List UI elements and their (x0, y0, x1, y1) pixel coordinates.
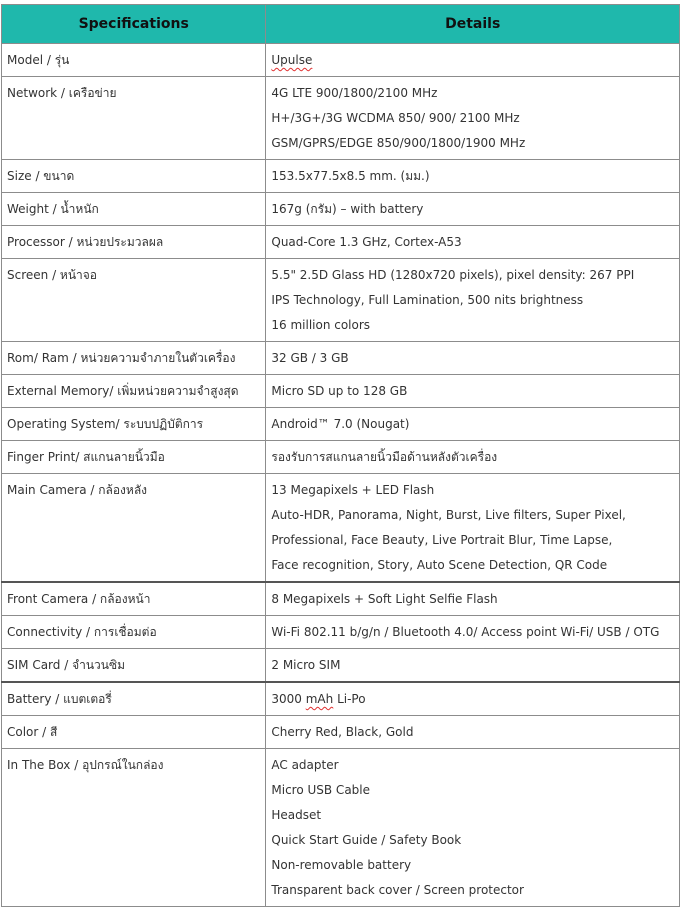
spec-label: Front Camera / กล้องหน้า (7, 592, 151, 606)
detail-line: 16 million colors (271, 318, 371, 332)
specifications-table (1, 4, 680, 907)
spec-label-cell (2, 193, 266, 226)
spec-detail-cell (266, 408, 680, 441)
spec-detail-cell (266, 342, 680, 375)
spec-label-cell (2, 226, 266, 259)
table-row (2, 408, 680, 441)
spec-label: Operating System/ ระบบปฏิบัติการ (7, 417, 204, 431)
spec-label-cell (2, 474, 266, 583)
detail-line: Face recognition, Story, Auto Scene Detection, QR Code (271, 558, 608, 572)
spec-label: Screen / หน้าจอ (7, 268, 98, 282)
spec-label-cell (2, 342, 266, 375)
spec-label: Size / ขนาด (7, 169, 75, 183)
table-row (2, 441, 680, 474)
spec-label: Model / รุ่น (7, 53, 70, 67)
detail-line: GSM/GPRS/EDGE 850/900/1800/1900 MHz (271, 136, 526, 150)
spec-label-cell (2, 749, 266, 907)
detail-line: 2 Micro SIM (271, 658, 341, 672)
spec-detail-cell (266, 375, 680, 408)
spec-detail-cell (266, 749, 680, 907)
spec-label-cell (2, 408, 266, 441)
detail-line (271, 48, 674, 73)
table-row (2, 160, 680, 193)
spec-detail-cell (266, 582, 680, 616)
detail-line: 32 GB / 3 GB (271, 351, 349, 365)
spec-label: Rom/ Ram / หน่วยความจำภายในตัวเครื่อง (7, 351, 236, 365)
spec-label: Network / เครือข่าย (7, 86, 117, 100)
spec-label: Processor / หน่วยประมวลผล (7, 235, 164, 249)
spec-label-cell (2, 649, 266, 683)
spec-label-cell (2, 716, 266, 749)
spec-label: Weight / น้ำหนัก (7, 202, 99, 216)
detail-text: Upulse (271, 53, 313, 67)
spec-label-cell (2, 616, 266, 649)
table-header-row (2, 5, 680, 44)
detail-line: Micro USB Cable (271, 783, 370, 797)
spec-label-cell (2, 582, 266, 616)
table-body (2, 44, 680, 907)
table-row (2, 375, 680, 408)
table-row (2, 749, 680, 907)
spec-label-cell (2, 44, 266, 77)
detail-line: Android™ 7.0 (Nougat) (271, 417, 410, 431)
spec-label: Color / สี (7, 725, 58, 739)
detail-line: IPS Technology, Full Lamination, 500 nits brightness (271, 293, 584, 307)
detail-line: 4G LTE 900/1800/2100 MHz (271, 86, 438, 100)
table-row (2, 226, 680, 259)
spec-label: SIM Card / จำนวนซิม (7, 658, 126, 672)
header-details: Details (266, 5, 680, 44)
spec-label: Battery / แบตเตอรี่ (7, 692, 112, 706)
detail-line: รองรับการสแกนลายนิ้วมือด้านหลังตัวเครื่อง (271, 450, 498, 464)
spec-detail-cell (266, 682, 680, 716)
spec-detail-cell (266, 193, 680, 226)
spec-label-cell (2, 375, 266, 408)
detail-line: Quick Start Guide / Safety Book (271, 833, 462, 847)
detail-line: Professional, Face Beauty, Live Portrait Blur, Time Lapse, (271, 533, 613, 547)
table-row (2, 193, 680, 226)
spec-label-cell (2, 259, 266, 342)
spec-detail-cell (266, 649, 680, 683)
spec-label: Main Camera / กล้องหลัง (7, 483, 148, 497)
spec-label: Finger Print/ สแกนลายนิ้วมือ (7, 450, 165, 464)
table-row (2, 77, 680, 160)
spec-label-cell (2, 160, 266, 193)
detail-line: 3000 mAh Li-Po (271, 692, 366, 706)
table-row (2, 616, 680, 649)
spec-detail-cell (266, 474, 680, 583)
spec-detail-cell (266, 616, 680, 649)
spec-label: Connectivity / การเชื่อมต่อ (7, 625, 157, 639)
detail-line: Non-removable battery (271, 858, 412, 872)
spec-label: In The Box / อุปกรณ์ในกล่อง (7, 758, 164, 772)
table-row (2, 474, 680, 583)
spec-detail-cell (266, 716, 680, 749)
detail-line: 153.5x77.5x8.5 mm. (มม.) (271, 169, 430, 183)
spec-detail-cell (266, 226, 680, 259)
table-row (2, 649, 680, 683)
detail-line: H+/3G+/3G WCDMA 850/ 900/ 2100 MHz (271, 111, 520, 125)
detail-line: Cherry Red, Black, Gold (271, 725, 414, 739)
table-row (2, 44, 680, 77)
detail-line: Transparent back cover / Screen protector (271, 883, 524, 897)
detail-line: Quad-Core 1.3 GHz, Cortex-A53 (271, 235, 462, 249)
detail-line: 13 Megapixels + LED Flash (271, 483, 435, 497)
table-row (2, 259, 680, 342)
header-specifications: Specifications (2, 5, 266, 44)
spec-label: External Memory/ เพิ่มหน่วยความจำสูงสุด (7, 384, 239, 398)
table-row (2, 716, 680, 749)
detail-line: 5.5" 2.5D Glass HD (1280x720 pixels), pixel density: 267 PPI (271, 268, 635, 282)
spec-detail-cell (266, 441, 680, 474)
spec-label-cell (2, 682, 266, 716)
spec-detail-cell (266, 160, 680, 193)
detail-line: Micro SD up to 128 GB (271, 384, 408, 398)
spec-detail-cell (266, 44, 680, 77)
detail-line: 167g (กรัม) – with battery (271, 202, 424, 216)
table-row (2, 682, 680, 716)
detail-line: Headset (271, 808, 322, 822)
detail-line: Auto-HDR, Panorama, Night, Burst, Live filters, Super Pixel, (271, 508, 626, 522)
spec-label-cell (2, 441, 266, 474)
spec-detail-cell (266, 259, 680, 342)
detail-line: Wi-Fi 802.11 b/g/n / Bluetooth 4.0/ Access point Wi-Fi/ USB / OTG (271, 625, 660, 639)
detail-line: 8 Megapixels + Soft Light Selfie Flash (271, 592, 498, 606)
detail-line: AC adapter (271, 758, 339, 772)
spec-label-cell (2, 77, 266, 160)
spec-detail-cell (266, 77, 680, 160)
table-row (2, 582, 680, 616)
table-row (2, 342, 680, 375)
